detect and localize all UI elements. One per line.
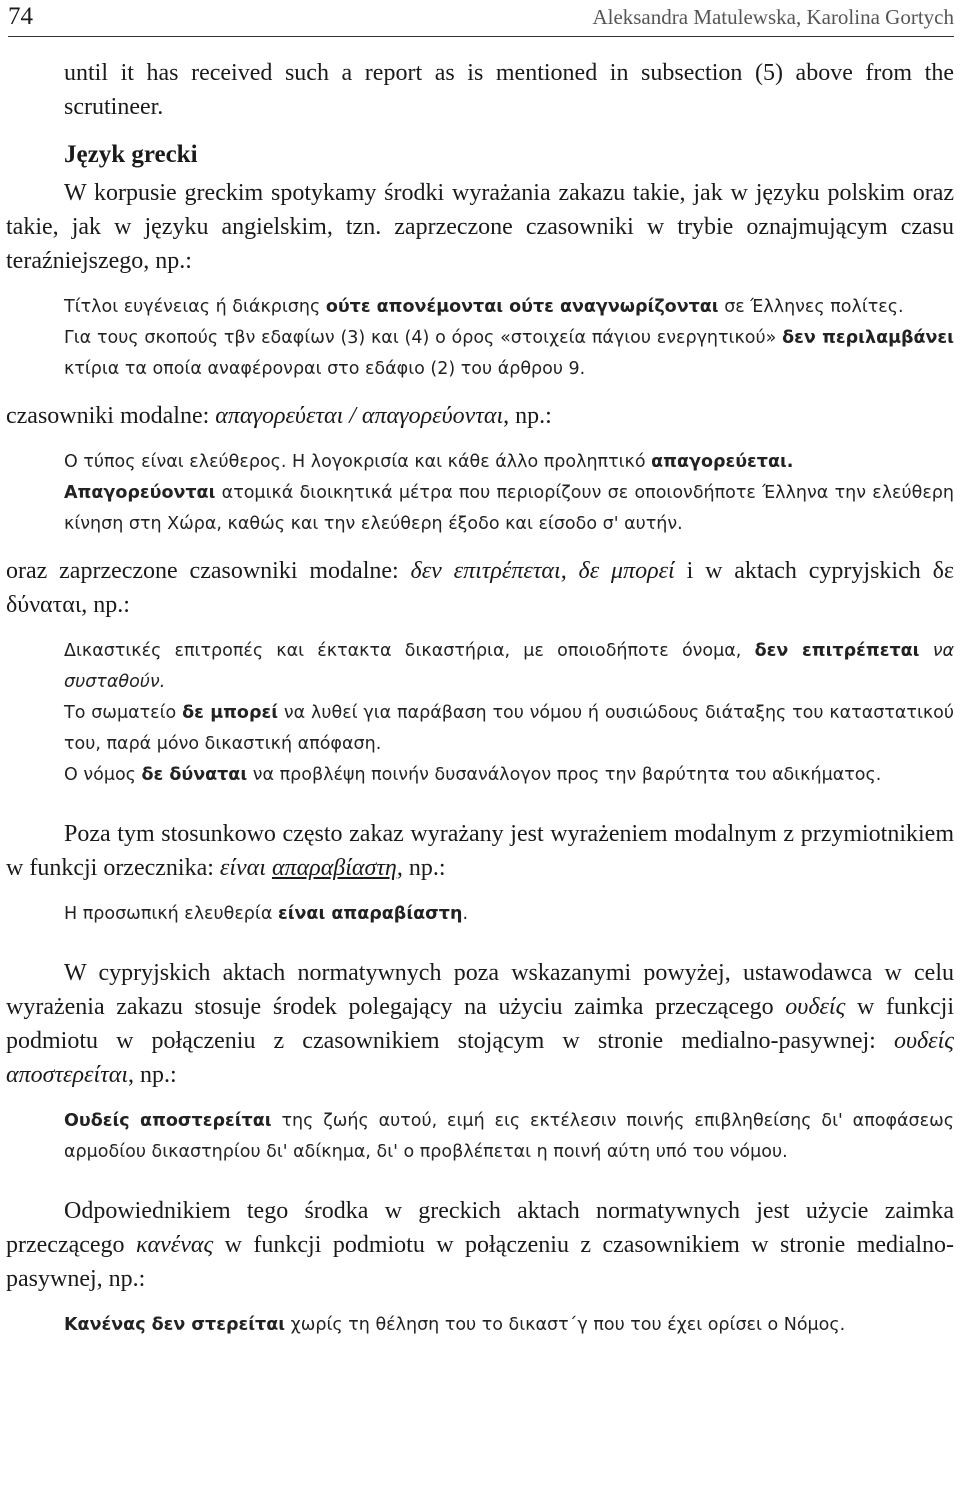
- example-5: Ουδείς αποστερείται της ζωής αυτού, ειμή εις εκτέλεσιν ποινής επιβληθείσης δι' αποφάσεως αρμοδίου δικαστηρίου δι' αδίκημα, δι' ο προβλέπεται η ποινή αύτη υπό του νόμου.: [64, 1111, 954, 1162]
- example-2b: Απαγορεύονται ατομικά διοικητικά μέτρα που περιορίζουν σε οποιονδήποτε Έλληνα την ελεύθερη κίνηση στη Χώρα, καθώς και την ελεύθερη έξοδο και είσοδο σ' αυτήν.: [64, 483, 954, 534]
- example-3a: Δικαστικές επιτροπές και έκτακτα δικαστήρια, με οποιοδήποτε όνομα, δεν επιτρέπεται να συσταθούν.: [64, 641, 955, 692]
- example-4: Η προσωπική ελευθερία είναι απαραβίαστη.: [64, 904, 469, 924]
- example-block-4: [6, 899, 954, 930]
- example-1a: Τίτλοι ευγένειας ή διάκρισης ούτε απονέμονται ούτε αναγνωρίζονται σε Έλληνες πολίτες.: [64, 297, 904, 317]
- example-block-1: [6, 292, 954, 385]
- paragraph-3: oraz zaprzeczone czasowniki modalne: δεν επιτρέπεται, δε μπορεί i w aktach cypryjskich δε δύναται, np.:: [6, 558, 954, 618]
- paragraph-2: czasowniki modalne: απαγορεύεται / απαγορεύονται, np.:: [6, 403, 552, 429]
- paragraph-5: W cypryjskich aktach normatywnych poza wskazanymi powyżej, ustawodawca w celu wyrażenia zakazu stosuje środek polegający na użyciu zaimka przeczącego ουδείς w funkcji podmiotu w połączeniu z czasownikiem stojącym w stronie medialno-pasywnej: ουδείς αποστερείται, np.:: [6, 960, 954, 1088]
- section-heading: Język grecki: [64, 141, 198, 168]
- running-head-authors: Aleksandra Matulewska, Karolina Gortych: [592, 5, 954, 29]
- example-1b: Για τους σκοπούς τβν εδαφίων (3) και (4) ο όρος «στοιχεία πάγιου ενεργητικού» δεν περιλαμβάνει κτίρια τα οποία αναφέρονραι στο εδάφιο (2) του άρθρου 9.: [64, 328, 954, 379]
- running-header: [8, 0, 954, 37]
- example-block-2: [6, 447, 954, 540]
- example-block-5: [6, 1106, 954, 1168]
- page-number: 74: [8, 3, 33, 30]
- example-block-3: [6, 636, 954, 791]
- example-block-6: [6, 1310, 954, 1341]
- continuation-text: until it has received such a report as is mentioned in subsection (5) above from the scrutineer.: [64, 60, 954, 120]
- example-3b: Το σωματείο δε μπορεί να λυθεί για παράβαση του νόμου ή ουσιώδους διάταξης του καταστατικού του, παρά μόνο δικαστική απόφαση.: [64, 703, 955, 754]
- example-6: Κανένας δεν στερείται χωρίς τη θέληση του το δικαστ΄γ που του έχει ορίσει ο Νόμος.: [64, 1315, 846, 1335]
- example-2a: Ο τύπος είναι ελεύθερος. Η λογοκρισία και κάθε άλλο προληπτικό απαγορεύεται.: [64, 452, 794, 472]
- example-3c: Ο νόμος δε δύναται να προβλέψη ποινήν δυσανάλογον προς την βαρύτητα του αδικήματος.: [64, 765, 882, 785]
- paragraph-4: Poza tym stosunkowo często zakaz wyrażany jest wyrażeniem modalnym z przymiotnikiem w funkcji orzecznika: είναι απαραβίαστη, np.:: [6, 821, 954, 881]
- paragraph-6: Odpowiednikiem tego środka w greckich aktach normatywnych jest użycie zaimka przeczącego κανένας w funkcji podmiotu w połączeniu z czasownikiem w stronie medialno-pasywnej, np.:: [6, 1198, 955, 1292]
- page-body: [6, 56, 954, 1355]
- paragraph-1: W korpusie greckim spotykamy środki wyrażania zakazu takie, jak w języku polskim oraz takie, jak w języku angielskim, tzn. zaprzeczone czasowniki w trybie oznajmującym czasu teraźniejszego, np.:: [6, 180, 954, 274]
